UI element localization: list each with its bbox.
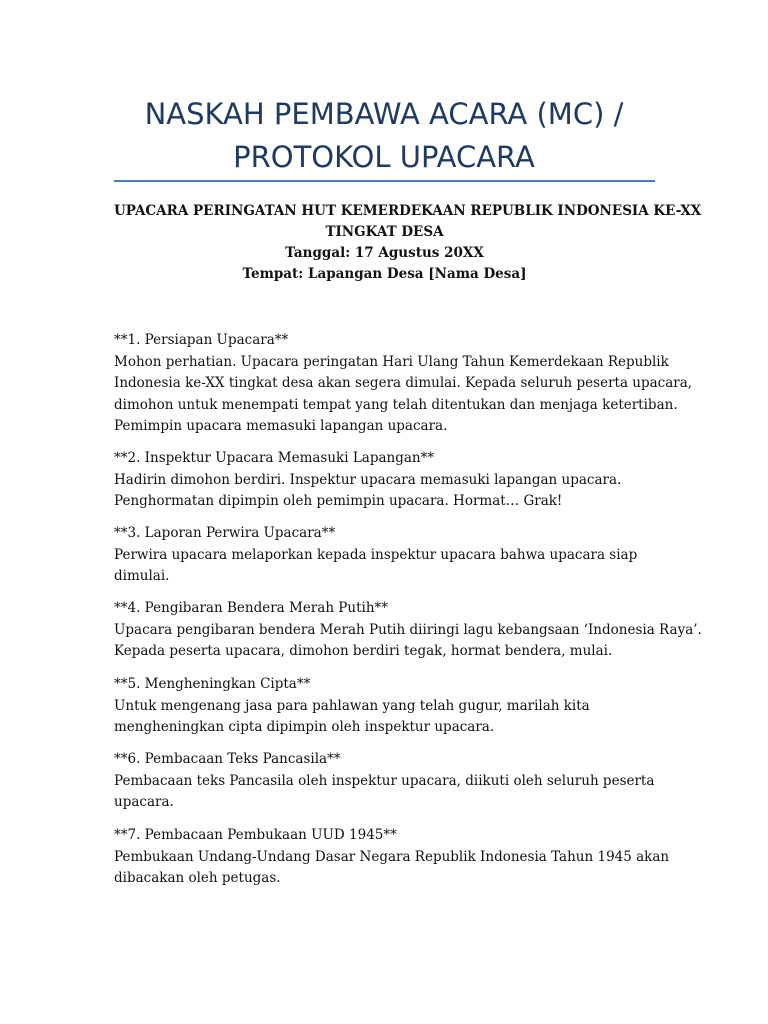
- section-teks-pancasila: [114, 749, 659, 814]
- section-text-line: Mohon perhatian. Upacara peringatan Hari Ulang Tahun Kemerdekaan Republik: [114, 353, 669, 370]
- section-text-line: Perwira upacara melaporkan kepada inspektur upacara bahwa upacara siap: [114, 546, 638, 563]
- section-text-line: Penghormatan dipimpin oleh pemimpin upacara. Hormat… Grak!: [114, 493, 563, 509]
- section-heading: **5. Mengheningkan Cipta**: [114, 676, 311, 692]
- section-text-line: Indonesia ke-XX tingkat desa akan segera dimulai. Kepada seluruh peserta upacara,: [114, 375, 693, 391]
- section-laporan-perwira: [114, 523, 659, 588]
- section-text-line: upacara.: [114, 794, 174, 810]
- document-title-line-2: PROTOKOL UPACARA: [233, 140, 535, 174]
- section-mengheningkan-cipta: [114, 674, 659, 739]
- section-heading: **4. Pengibaran Bendera Merah Putih**: [114, 600, 389, 616]
- section-heading: **1. Persiapan Upacara**: [114, 332, 289, 348]
- section-heading: **6. Pembacaan Teks Pancasila**: [114, 751, 341, 767]
- section-text-line: Kepada peserta upacara, dimohon berdiri tegak, hormat bendera, mulai.: [114, 643, 613, 659]
- event-name-line-1: UPACARA PERINGATAN HUT KEMERDEKAAN REPUBLIK INDONESIA KE-XX: [114, 203, 702, 219]
- section-heading: **3. Laporan Perwira Upacara**: [114, 525, 336, 541]
- section-text-line: dimulai.: [114, 568, 170, 584]
- section-text-line: Pembacaan teks Pancasila oleh inspektur upacara, diikuti oleh seluruh peserta: [114, 772, 655, 789]
- event-date: Tanggal: 17 Agustus 20XX: [285, 245, 484, 261]
- section-inspektur-upacara: [114, 448, 659, 513]
- section-text-line: Pembukaan Undang-Undang Dasar Negara Republik Indonesia Tahun 1945 akan: [114, 848, 670, 865]
- section-text-line: Pemimpin upacara memasuki lapangan upacara.: [114, 418, 448, 434]
- document-title-line-1: NASKAH PEMBAWA ACARA (MC) /: [144, 97, 624, 131]
- section-heading: **2. Inspektur Upacara Memasuki Lapangan**: [114, 450, 435, 466]
- section-text-line: mengheningkan cipta dipimpin oleh inspektur upacara.: [114, 719, 495, 735]
- event-header: [114, 201, 702, 285]
- section-pembukaan-uud: [114, 825, 670, 890]
- document-title: [114, 93, 654, 179]
- section-text-line: Hadirin dimohon berdiri. Inspektur upacara memasuki lapangan upacara.: [114, 471, 622, 488]
- section-text-line: Upacara pengibaran bendera Merah Putih diiringi lagu kebangsaan ‘Indonesia Raya’.: [114, 621, 702, 638]
- section-heading: **7. Pembacaan Pembukaan UUD 1945**: [114, 827, 397, 843]
- section-text-line: dibacakan oleh petugas.: [114, 870, 281, 886]
- event-name-line-2: TINGKAT DESA: [325, 224, 444, 240]
- section-text-line: dimohon untuk menempati tempat yang telah ditentukan dan menjaga ketertiban.: [114, 396, 678, 413]
- section-text-line: Untuk mengenang jasa para pahlawan yang telah gugur, marilah kita: [114, 697, 590, 714]
- section-pengibaran-bendera: [114, 598, 702, 663]
- event-place: Tempat: Lapangan Desa [Nama Desa]: [242, 266, 527, 282]
- section-persiapan-upacara: [114, 330, 693, 438]
- title-divider: [114, 180, 655, 182]
